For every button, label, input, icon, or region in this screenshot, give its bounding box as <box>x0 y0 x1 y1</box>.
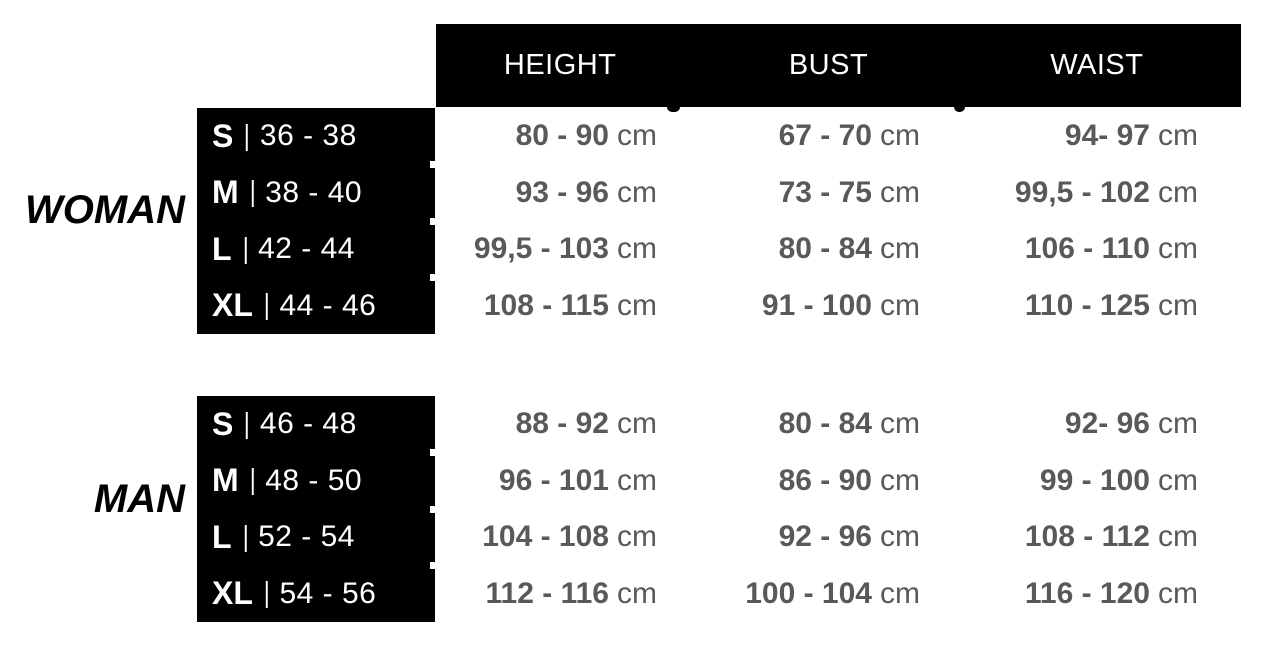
bust-value <box>704 407 972 441</box>
unit-label: cm <box>1158 520 1198 554</box>
size-row-man-m <box>197 453 435 510</box>
size-range: 52 - 54 <box>258 520 355 554</box>
unit-label: cm <box>880 520 920 554</box>
size-separator: | <box>244 407 251 440</box>
value-range: 99,5 - 103 <box>473 232 609 266</box>
value-range: 108 - 112 <box>1024 520 1150 554</box>
size-range: 36 - 38 <box>259 119 357 153</box>
unit-label: cm <box>880 175 920 209</box>
unit-label: cm <box>1158 288 1198 322</box>
waist-value <box>972 119 1241 153</box>
value-range: 99 - 100 <box>1039 463 1150 497</box>
row-divider-notch <box>430 161 435 168</box>
column-header-height: HEIGHT <box>503 49 617 81</box>
row-divider-notch <box>430 274 435 281</box>
size-row-woman-m <box>197 165 435 222</box>
unit-label: cm <box>880 232 920 266</box>
measure-row-woman-xl <box>436 278 1241 335</box>
unit-label: cm <box>617 407 657 441</box>
measure-row-man-m <box>436 453 1241 510</box>
bust-value <box>704 577 972 611</box>
man-measurements <box>436 396 1241 622</box>
value-range: 104 - 108 <box>482 520 609 554</box>
row-divider-notch <box>430 506 435 513</box>
row-divider-notch <box>430 449 435 456</box>
size-separator: | <box>249 176 256 209</box>
unit-label: cm <box>1158 232 1198 266</box>
size-letter: S <box>212 117 234 154</box>
measure-row-woman-s <box>436 108 1241 165</box>
measure-row-woman-m <box>436 165 1241 222</box>
bust-value <box>704 176 972 210</box>
value-range: 92- 96 <box>1064 407 1150 441</box>
waist-value <box>972 232 1241 266</box>
height-value <box>436 407 704 441</box>
size-separator: | <box>263 289 270 322</box>
unit-label: cm <box>617 520 657 554</box>
value-range: 99,5 - 102 <box>1014 175 1150 209</box>
measure-row-man-s <box>436 396 1241 453</box>
value-range: 80 - 84 <box>778 407 872 441</box>
height-value <box>436 176 704 210</box>
woman-measurements <box>436 108 1241 334</box>
measure-row-man-xl <box>436 566 1241 623</box>
bust-value <box>704 520 972 554</box>
size-row-woman-xl <box>197 278 435 335</box>
unit-label: cm <box>1158 407 1198 441</box>
bust-value <box>704 464 972 498</box>
column-header-bust: BUST <box>788 49 869 81</box>
unit-label: cm <box>1158 119 1198 153</box>
value-range: 108 - 115 <box>483 288 609 322</box>
row-divider-notch <box>430 218 435 225</box>
size-separator: | <box>242 520 249 553</box>
unit-label: cm <box>880 407 920 441</box>
size-range: 44 - 46 <box>279 288 377 322</box>
value-range: 80 - 90 <box>515 119 609 153</box>
unit-label: cm <box>617 576 657 610</box>
value-range: 106 - 110 <box>1024 232 1150 266</box>
height-value <box>436 289 704 323</box>
section-label-woman: WOMAN <box>25 188 185 232</box>
waist-value <box>972 407 1241 441</box>
size-letter: L <box>212 518 232 555</box>
measure-row-man-l <box>436 509 1241 566</box>
value-range: 96 - 101 <box>498 463 609 497</box>
unit-label: cm <box>617 232 657 266</box>
value-range: 91 - 100 <box>761 288 872 322</box>
size-letter: M <box>212 462 239 499</box>
measure-row-woman-l <box>436 221 1241 278</box>
value-range: 92 - 96 <box>778 520 872 554</box>
unit-label: cm <box>1158 175 1198 209</box>
value-range: 80 - 84 <box>778 232 872 266</box>
section-label-man: MAN <box>93 477 185 521</box>
unit-label: cm <box>880 463 920 497</box>
bust-value <box>704 289 972 323</box>
size-letter: S <box>212 405 234 442</box>
value-range: 94- 97 <box>1064 119 1150 153</box>
unit-label: cm <box>1158 576 1198 610</box>
size-letter: L <box>212 230 232 267</box>
size-range: 54 - 56 <box>279 576 377 610</box>
unit-label: cm <box>617 119 657 153</box>
size-row-woman-l <box>197 221 435 278</box>
value-range: 93 - 96 <box>515 175 609 209</box>
waist-value <box>972 520 1241 554</box>
unit-label: cm <box>617 463 657 497</box>
row-divider-notch <box>430 562 435 569</box>
size-row-man-l <box>197 509 435 566</box>
height-value <box>436 119 704 153</box>
value-range: 88 - 92 <box>515 407 609 441</box>
waist-value <box>972 464 1241 498</box>
size-range: 42 - 44 <box>258 232 355 266</box>
size-row-man-xl <box>197 566 435 623</box>
size-range: 46 - 48 <box>259 407 357 441</box>
height-value <box>436 232 704 266</box>
unit-label: cm <box>1158 463 1198 497</box>
unit-label: cm <box>617 175 657 209</box>
size-row-woman-s <box>197 108 435 165</box>
unit-label: cm <box>617 288 657 322</box>
height-value <box>436 464 704 498</box>
value-range: 86 - 90 <box>778 463 872 497</box>
bust-value <box>704 232 972 266</box>
size-range: 38 - 40 <box>265 175 363 209</box>
value-range: 100 - 104 <box>745 576 872 610</box>
unit-label: cm <box>880 576 920 610</box>
waist-value <box>972 289 1241 323</box>
size-separator: | <box>249 464 256 497</box>
value-range: 67 - 70 <box>778 119 872 153</box>
column-header-waist: WAIST <box>1050 49 1144 81</box>
height-value <box>436 520 704 554</box>
woman-size-box <box>197 108 435 334</box>
value-range: 73 - 75 <box>778 175 872 209</box>
column-header-bar <box>436 24 1241 107</box>
size-letter: M <box>212 174 239 211</box>
value-range: 112 - 116 <box>485 576 609 610</box>
bust-value <box>704 119 972 153</box>
value-range: 116 - 120 <box>1024 576 1150 610</box>
size-separator: | <box>242 232 249 265</box>
value-range: 110 - 125 <box>1024 288 1150 322</box>
unit-label: cm <box>880 119 920 153</box>
size-letter: XL <box>212 575 253 612</box>
size-range: 48 - 50 <box>265 463 363 497</box>
unit-label: cm <box>880 288 920 322</box>
size-separator: | <box>244 119 251 152</box>
height-value <box>436 577 704 611</box>
size-separator: | <box>263 577 270 610</box>
waist-value <box>972 577 1241 611</box>
man-size-box <box>197 396 435 622</box>
waist-value <box>972 176 1241 210</box>
size-row-man-s <box>197 396 435 453</box>
size-letter: XL <box>212 287 253 324</box>
